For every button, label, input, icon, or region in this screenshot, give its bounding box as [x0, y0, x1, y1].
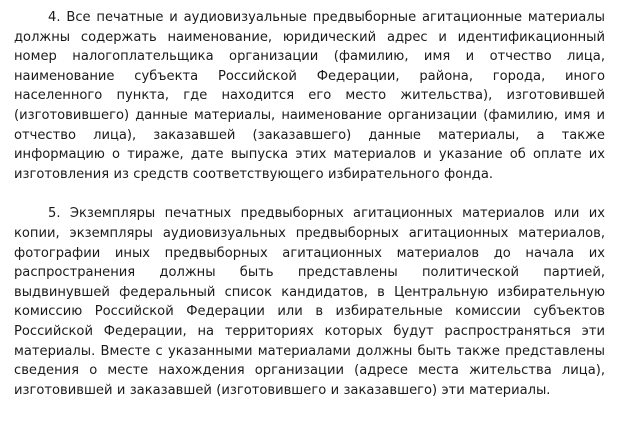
paragraph-clause-4: 4. Все печатные и аудиовизуальные предвыборные агитационные материалы должны содержать наименование, юридический адрес и идентификационный номер налогоплательщика организации (фамилию, имя и отчество лица, наименование субъекта Российской Федерации, района, города, иного населенного пункта, где находится его место жительства), изготовившей (изготовившего) данные материалы, наименование организации (фамилию, имя и отчество лица), заказавшей (заказавшего) данные материалы, а также информацию о тираже, дате выпуска этих материалов и указание об оплате их изготовления из средств соответствующего избирательного фонда. — [14, 10, 605, 182]
paragraph-clause-5: 5. Экземпляры печатных предвыборных агитационных материалов или их копии, экземпляры аудиовизуальных предвыборных агитационных материалов, фотографии иных предвыборных агитационных материалов до начала их распространения должны быть представлены политической партией, выдвинувшей федеральный список кандидатов, в Центральную избирательную комиссию Российской Федерации или в избирательные комиссии субъектов Российской Федерации, на территориях которых будут распространяться эти материалы. Вместе с указанными материалами должны быть также представлены сведения о месте нахождения организации (адресе места жительства лица), изготовившей и заказавшей (изготовившего и заказавшего) эти материалы. — [14, 206, 605, 398]
